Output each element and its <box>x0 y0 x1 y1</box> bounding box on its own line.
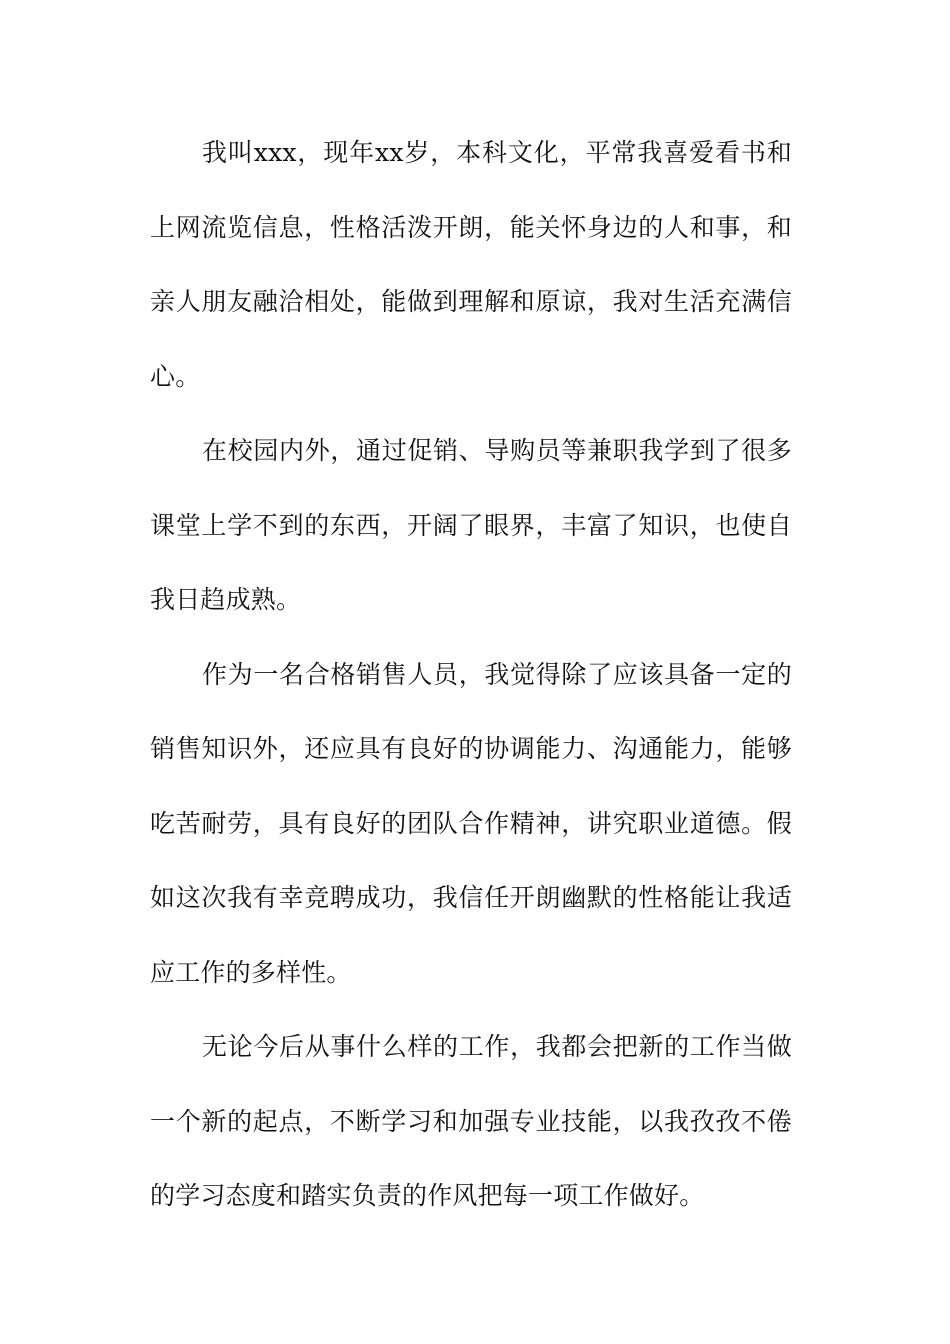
paragraph-2: 在校园内外，通过促销、导购员等兼职我学到了很多课堂上学不到的东西，开阔了眼界，丰富了知识，也使自我日趋成熟。 <box>150 436 792 614</box>
paragraph-1: 我叫xxx，现年xx岁，本科文化，平常我喜爱看书和上网流览信息，性格活泼开朗，能关怀身边的人和事，和亲人朋友融洽相处，能做到理解和原谅，我对生活充满信心。 <box>150 138 792 391</box>
paragraph-4: 无论今后从事什么样的工作，我都会把新的工作当做一个新的起点，不断学习和加强专业技能，以我孜孜不倦的学习态度和踏实负责的作风把每一项工作做好。 <box>150 1032 792 1210</box>
paragraph-3: 作为一名合格销售人员，我觉得除了应该具备一定的销售知识外，还应具有良好的协调能力、沟通能力，能够吃苦耐劳，具有良好的团队合作精神，讲究职业道德。假如这次我有幸竞聘成功，我信任开朗幽默的性格能让我适应工作的多样性。 <box>150 659 792 987</box>
document-body <box>150 116 792 1234</box>
